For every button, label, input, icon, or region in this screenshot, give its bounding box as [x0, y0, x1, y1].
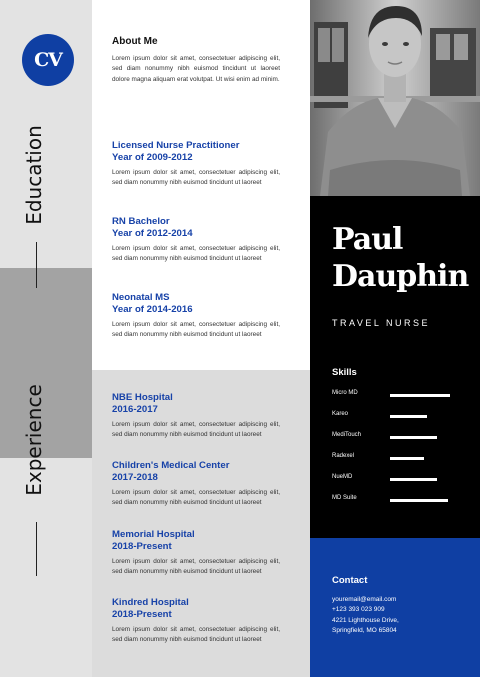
- about-text: Lorem ipsum dolor sit amet, consectetuer adipiscing elit, sed diam nonummy nibh euismod tincidunt ut laoreet dolore magna aliquam erat volutpat. Ut wisi enim ad minim.: [112, 55, 280, 83]
- contact-address-line-2: Springfield, MO 65804: [332, 627, 397, 634]
- cv-logo-badge: CV: [22, 34, 74, 86]
- skill-name: NueMD: [332, 474, 353, 480]
- experience-entry: [112, 529, 280, 578]
- skill-row: [332, 410, 472, 422]
- education-text: Lorem ipsum dolor sit amet, consectetuer adipiscing elit, sed diam nonummy nibh euismod tincidunt ut laoreet: [112, 169, 280, 187]
- skill-row: [332, 452, 472, 464]
- experience-years: 2018-Present: [112, 541, 172, 552]
- job-title: TRAVEL NURSE: [332, 318, 431, 328]
- experience-text: Lorem ipsum dolor sit amet, consectetuer adipiscing elit, sed diam nonummy nibh euismod tincidunt ut laoreet: [112, 626, 280, 644]
- skill-level-bar: [390, 394, 450, 397]
- education-entry: [112, 292, 280, 341]
- profile-photo: [310, 0, 480, 196]
- experience-divider-line: [36, 522, 37, 576]
- skill-row: [332, 473, 472, 485]
- education-title: Licensed Nurse Practitioner: [112, 140, 240, 151]
- portrait-illustration: [310, 0, 480, 196]
- skill-level-bar: [390, 415, 427, 418]
- experience-entry: [112, 460, 280, 509]
- experience-title: Kindred Hospital: [112, 597, 189, 608]
- profile-name: [332, 221, 472, 295]
- education-years: Year of 2009-2012: [112, 152, 193, 163]
- about-title: About Me: [112, 36, 158, 47]
- about-section: [112, 36, 280, 85]
- experience-title: Memorial Hospital: [112, 529, 195, 540]
- contact-title: Contact: [332, 575, 368, 586]
- skill-level-bar: [390, 457, 424, 460]
- skill-name: MediTouch: [332, 432, 362, 438]
- experience-text: Lorem ipsum dolor sit amet, consectetuer adipiscing elit, sed diam nonummy nibh euismod tincidunt ut laoreet: [112, 421, 280, 439]
- skill-name: MD Suite: [332, 495, 357, 501]
- education-entry: [112, 216, 280, 265]
- skills-title: Skills: [332, 367, 357, 378]
- skill-level-bar: [390, 499, 448, 502]
- contact-email-link[interactable]: youremail@email.com: [332, 596, 397, 603]
- education-text: Lorem ipsum dolor sit amet, consectetuer adipiscing elit, sed diam nonummy nibh euismod tincidunt ut laoreet: [112, 245, 280, 263]
- contact-phone: +123 393 023 909: [332, 606, 385, 613]
- contact-address-line-1: 4221 Lighthouse Drive,: [332, 617, 399, 624]
- education-years: Year of 2014-2016: [112, 304, 193, 315]
- experience-years: 2016-2017: [112, 404, 158, 415]
- education-text: Lorem ipsum dolor sit amet, consectetuer adipiscing elit, sed diam nonummy nibh euismod tincidunt ut laoreet: [112, 321, 280, 339]
- skill-level-bar: [390, 436, 437, 439]
- education-section-title: Education: [22, 125, 46, 225]
- skill-level-bar: [390, 478, 437, 481]
- skill-name: Micro MD: [332, 390, 358, 396]
- experience-text: Lorem ipsum dolor sit amet, consectetuer adipiscing elit, sed diam nonummy nibh euismod tincidunt ut laoreet: [112, 489, 280, 507]
- experience-years: 2018-Present: [112, 609, 172, 620]
- skill-name: Radexel: [332, 453, 355, 459]
- experience-entry: [112, 392, 280, 441]
- skill-row: [332, 389, 472, 401]
- education-title: Neonatal MS: [112, 292, 170, 303]
- education-years: Year of 2012-2014: [112, 228, 193, 239]
- experience-entry: [112, 597, 280, 646]
- experience-title: Children's Medical Center: [112, 460, 230, 471]
- experience-text: Lorem ipsum dolor sit amet, consectetuer adipiscing elit, sed diam nonummy nibh euismod tincidunt ut laoreet: [112, 558, 280, 576]
- skill-name: Kareo: [332, 411, 349, 417]
- education-entry: [112, 140, 280, 189]
- skill-row: [332, 431, 472, 443]
- education-title: RN Bachelor: [112, 216, 170, 227]
- experience-years: 2017-2018: [112, 472, 158, 483]
- education-divider-line: [36, 242, 37, 288]
- first-name: Paul: [332, 222, 403, 257]
- skill-row: [332, 494, 472, 506]
- experience-section-title: Experience: [22, 384, 46, 496]
- last-name: Dauphin: [332, 259, 469, 294]
- experience-title: NBE Hospital: [112, 392, 173, 403]
